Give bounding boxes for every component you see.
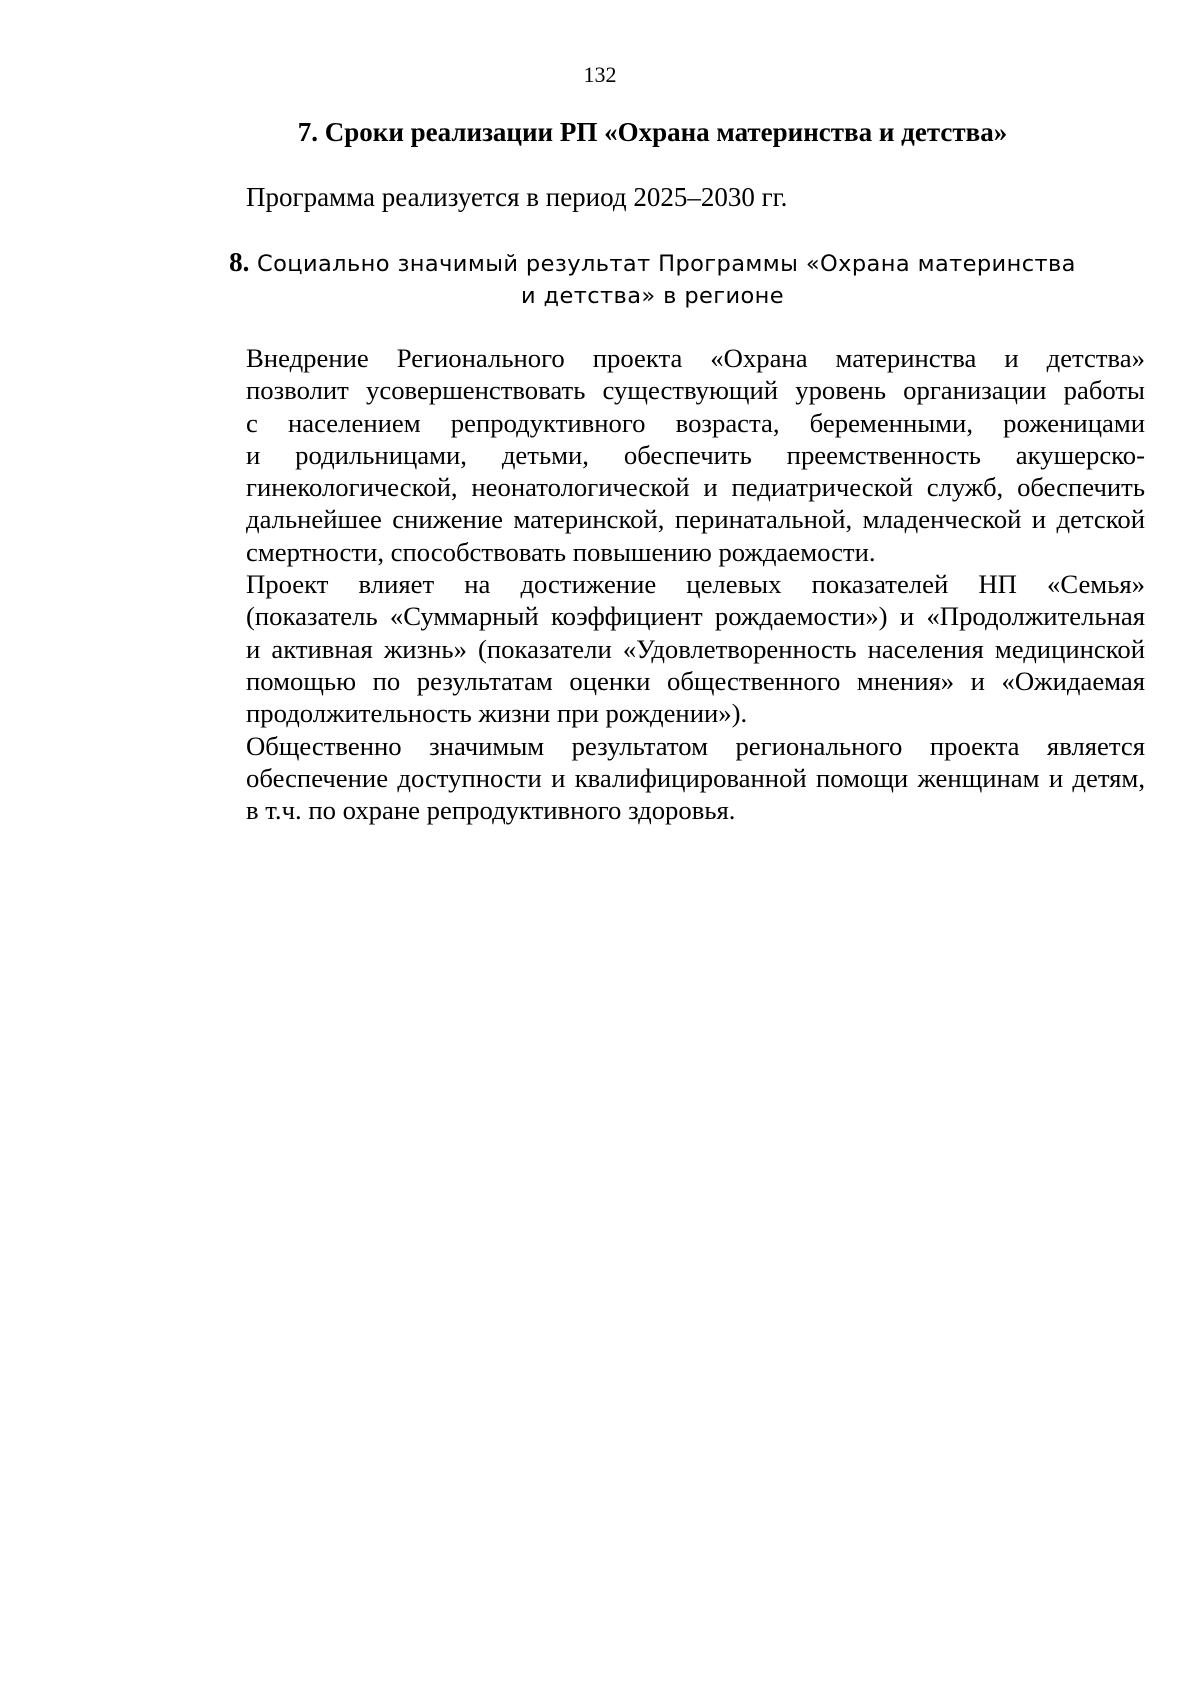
section-8-heading	[160, 246, 1145, 312]
paragraph-line: Общественно значимым результатом регионального проекта является	[246, 730, 1145, 761]
paragraph-line: позволит усовершенствовать существующий уровень организации работы	[246, 375, 1145, 406]
paragraph-line: гинекологической, неонатологической и педиатрической служб, обеспечить	[246, 472, 1145, 503]
paragraph-line: дальнейшее снижение материнской, перинатальной, младенческой и детской	[246, 504, 1145, 535]
section-8-title-line-1: Социально значимый результат Программы «Охрана материнства	[256, 251, 1076, 277]
paragraph-implementation	[172, 342, 1145, 568]
section-7-heading: 7. Сроки реализации РП «Охрана материнства и детства»	[297, 117, 1008, 147]
paragraph-line: помощью по результатам оценки общественного мнения» и «Ожидаемая	[246, 665, 1145, 696]
paragraph-line: (показатель «Суммарный коэффициент рождаемости») и «Продолжительная	[246, 601, 1145, 632]
paragraph-indicators	[172, 568, 1145, 729]
paragraph-line: смертности, способствовать повышению рождаемости.	[246, 536, 876, 567]
paragraph-line: и активная жизнь» (показатели «Удовлетворенность населения медицинской	[246, 633, 1145, 664]
section-8-title-line-2: и детства» в регионе	[520, 283, 785, 309]
paragraph-line: обеспечение доступности и квалифицированной помощи женщинам и детям,	[246, 762, 1145, 793]
paragraph-line: с населением репродуктивного возраста, беременными, роженицами	[246, 407, 1145, 438]
program-period-text: Программа реализуется в период 2025–2030 гг.	[246, 182, 788, 212]
paragraph-line: Проект влияет на достижение целевых показателей НП «Семья»	[246, 569, 1145, 600]
section-8-number: 8.	[229, 247, 250, 277]
paragraph-result	[172, 730, 1145, 827]
paragraph-line: и родильницами, детьми, обеспечить преемственность акушерско-	[246, 439, 1145, 470]
body-text	[172, 342, 1145, 826]
paragraph-line: Внедрение Регионального проекта «Охрана материнства и детства»	[246, 343, 1145, 373]
paragraph-line: продолжительность жизни при рождении»).	[246, 698, 748, 729]
paragraph-line: в т.ч. по охране репродуктивного здоровья.	[246, 795, 736, 826]
page-number: 132	[583, 62, 617, 87]
